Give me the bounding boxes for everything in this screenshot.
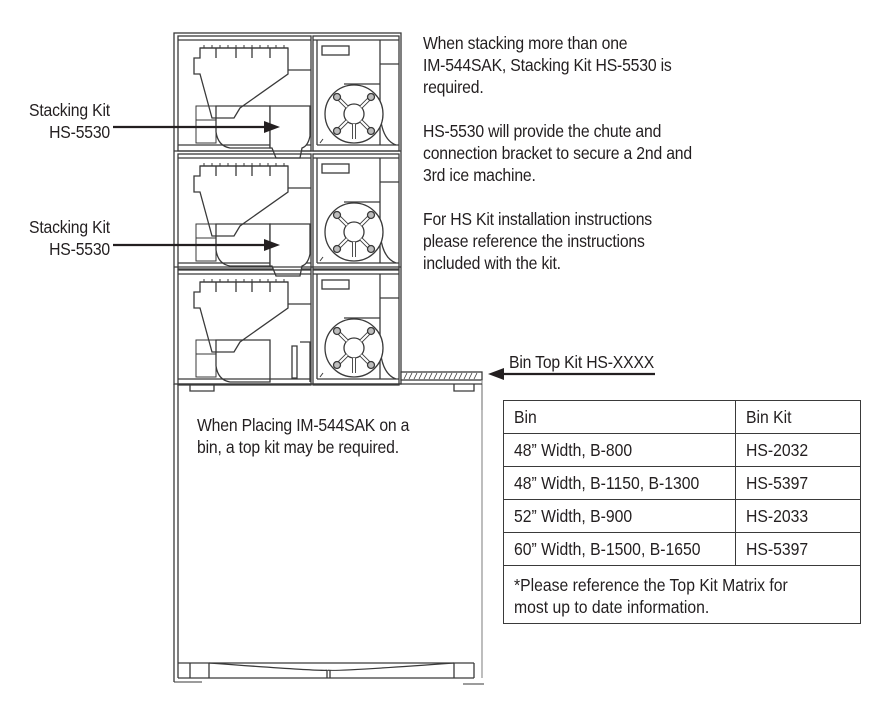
instructions-paragraph-2 xyxy=(423,120,692,186)
stacking-kit-label-1-line1: Stacking Kit xyxy=(28,100,110,120)
bin-kit-cell: HS-5397 xyxy=(736,467,861,500)
instructions-paragraph-3 xyxy=(423,208,692,274)
stacking-kit-label-1 xyxy=(29,99,110,143)
instruction-line: When stacking more than one xyxy=(423,33,628,53)
instructions-block xyxy=(423,32,692,296)
stacking-kit-label-2 xyxy=(29,216,110,260)
instruction-line: please reference the instructions xyxy=(423,231,645,251)
ice-machine-unit-top xyxy=(178,36,399,158)
stacking-kit-label-2-line2: HS-5530 xyxy=(49,239,110,259)
bin-note-line: bin, a top kit may be required. xyxy=(197,437,399,457)
table-row xyxy=(504,434,861,467)
instruction-line: HS-5530 will provide the chute and xyxy=(423,121,662,141)
table-row xyxy=(504,533,861,566)
instruction-line: connection bracket to secure a 2nd and xyxy=(423,143,692,163)
ice-machine-unit-bottom xyxy=(178,270,399,385)
instruction-line: 3rd ice machine. xyxy=(423,165,536,185)
bin-kit-cell: HS-5397 xyxy=(736,533,861,566)
bin-cell: 52” Width, B-900 xyxy=(504,500,736,533)
bin-note xyxy=(197,414,409,458)
bin-note-line: When Placing IM-544SAK on a xyxy=(197,415,410,435)
column-header-bin-kit: Bin Kit xyxy=(736,401,861,434)
bin-cell: 48” Width, B-800 xyxy=(504,434,736,467)
bin-kit-cell: HS-2033 xyxy=(736,500,861,533)
instruction-line: For HS Kit installation instructions xyxy=(423,209,652,229)
instruction-line: included with the kit. xyxy=(423,253,561,273)
table-footnote: *Please reference the Top Kit Matrix for most up to date information. xyxy=(504,566,861,624)
table-footnote-row xyxy=(504,566,861,624)
bin-top-kit-label xyxy=(509,351,654,373)
table-row xyxy=(504,500,861,533)
instructions-paragraph-1 xyxy=(423,32,692,98)
stacking-kit-label-2-line1: Stacking Kit xyxy=(28,217,110,237)
column-header-bin: Bin xyxy=(504,401,736,434)
ice-machine-unit-middle xyxy=(178,154,399,276)
table-row xyxy=(504,467,861,500)
bin-kit-table xyxy=(503,400,861,624)
instruction-line: IM-544SAK, Stacking Kit HS-5530 is xyxy=(423,55,672,75)
bin-cell: 60” Width, B-1500, B-1650 xyxy=(504,533,736,566)
table-header-row xyxy=(504,401,861,434)
bin-top-kit-text: Bin Top Kit HS-XXXX xyxy=(509,352,655,372)
stacking-kit-label-1-line2: HS-5530 xyxy=(49,122,110,142)
bin-cell: 48” Width, B-1150, B-1300 xyxy=(504,467,736,500)
bin-kit-cell: HS-2032 xyxy=(736,434,861,467)
instruction-line: required. xyxy=(423,77,484,97)
